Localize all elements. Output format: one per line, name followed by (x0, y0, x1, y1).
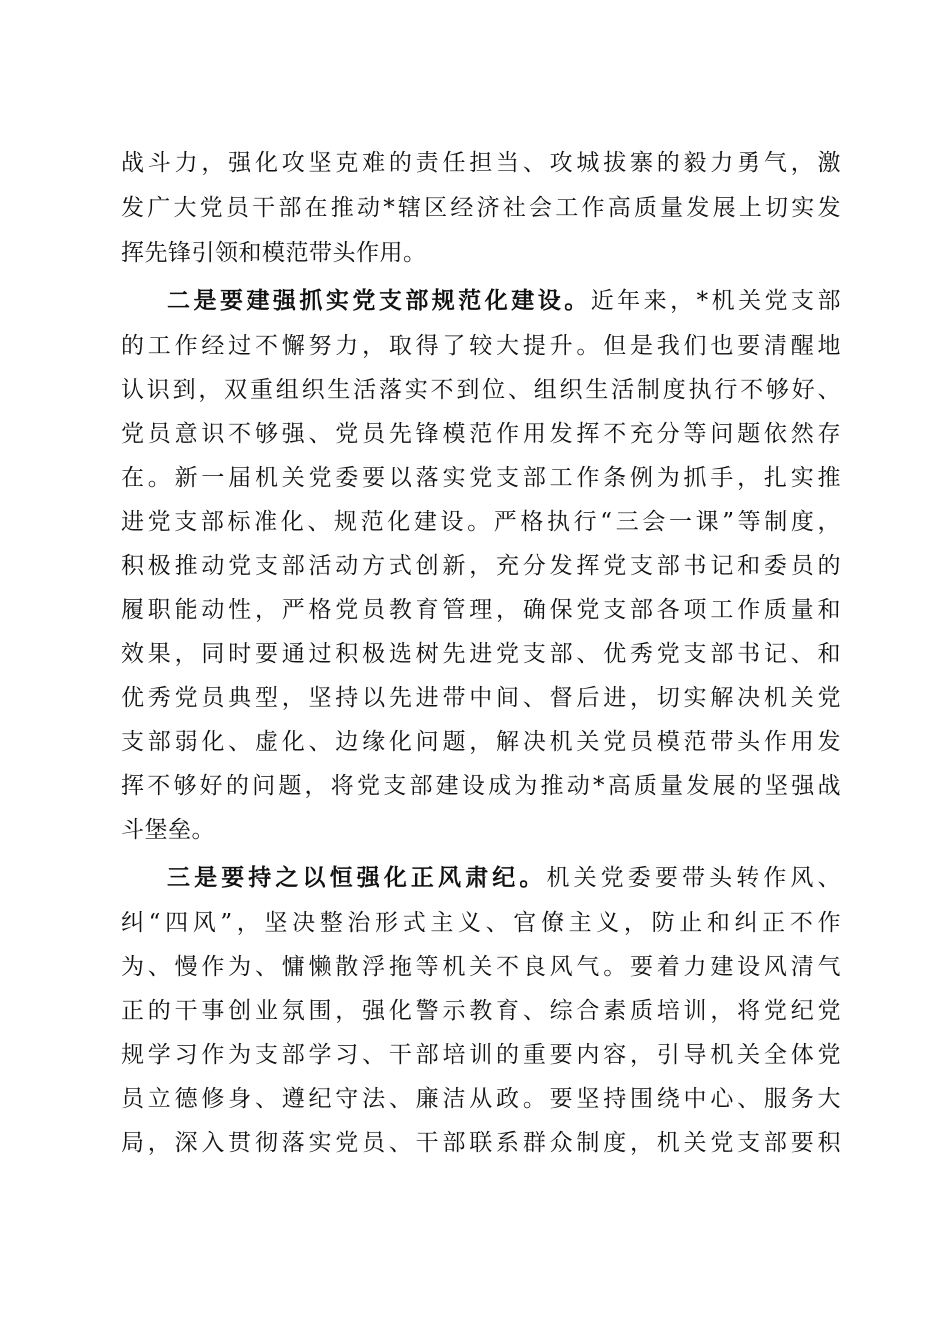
text-line: 积极推动党支部活动方式创新，充分发挥党支部书记和委员的 (121, 553, 841, 579)
text-line: 挥不够好的问题，将党支部建设成为推动*高质量发展的坚强战 (121, 773, 841, 799)
paragraph-text: 机关党委要带头转作风、 (546, 865, 842, 891)
text-line: 的工作经过不懈努力，取得了较大提升。但是我们也要清醒地 (121, 333, 841, 359)
text-line: 为、慢作为、慵懒散浮拖等机关不良风气。要着力建设风清气 (121, 954, 841, 980)
text-line: 斗堡垒。 (121, 817, 215, 843)
text-line: 在。新一届机关党委要以落实党支部工作条例为抓手，扎实推 (121, 465, 841, 491)
paragraph-heading: 三是要持之以恒强化正风肃纪。 (167, 864, 547, 891)
text-line: 局，深入贯彻落实党员、干部联系群众制度，机关党支部要积 (121, 1130, 841, 1156)
text-line: 规学习作为支部学习、干部培训的重要内容，引导机关全体党 (121, 1042, 841, 1068)
text-line: 效果，同时要通过积极选树先进党支部、优秀党支部书记、和 (121, 641, 841, 667)
text-line: 挥先锋引领和模范带头作用。 (121, 240, 427, 266)
text-line: 履职能动性，严格党员教育管理，确保党支部各项工作质量和 (121, 597, 841, 623)
text-line: 纠“四风”，坚决整治形式主义、官僚主义，防止和纠正不作 (121, 910, 841, 936)
paragraph-first-line (167, 858, 841, 898)
text-line: 优秀党员典型，坚持以先进带中间、督后进，切实解决机关党 (121, 685, 841, 711)
text-line: 进党支部标准化、规范化建设。严格执行“三会一课”等制度， (121, 509, 841, 535)
paragraph-text: 近年来，*机关党支部 (590, 288, 842, 314)
paragraph-heading: 二是要建强抓实党支部规范化建设。 (167, 287, 591, 314)
text-line: 战斗力，强化攻坚克难的责任担当、攻城拔寨的毅力勇气，激 (121, 150, 841, 176)
text-line: 认识到，双重组织生活落实不到位、组织生活制度执行不够好、 (121, 377, 841, 403)
text-line: 正的干事创业氛围，强化警示教育、综合素质培训，将党纪党 (121, 998, 841, 1024)
text-line: 党员意识不够强、党员先锋模范作用发挥不充分等问题依然存 (121, 421, 841, 447)
text-line: 发广大党员干部在推动*辖区经济社会工作高质量发展上切实发 (121, 195, 841, 221)
text-line: 员立德修身、遵纪守法、廉洁从政。要坚持围绕中心、服务大 (121, 1086, 841, 1112)
paragraph-first-line (167, 281, 841, 321)
text-line: 支部弱化、虚化、边缘化问题，解决机关党员模范带头作用发 (121, 729, 841, 755)
